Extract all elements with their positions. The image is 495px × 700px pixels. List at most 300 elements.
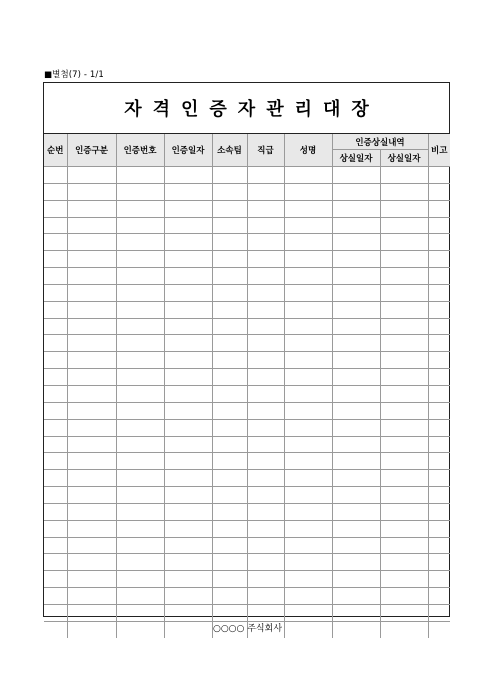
table-cell[interactable] — [44, 183, 67, 200]
table-cell[interactable] — [67, 571, 116, 588]
table-cell[interactable] — [44, 571, 67, 588]
table-cell[interactable] — [428, 200, 450, 217]
table-cell[interactable] — [247, 604, 284, 621]
table-cell[interactable] — [380, 284, 428, 301]
table-cell[interactable] — [428, 234, 450, 251]
table-cell[interactable] — [428, 520, 450, 537]
table-cell[interactable] — [332, 453, 380, 470]
table-cell[interactable] — [212, 604, 247, 621]
table-cell[interactable] — [164, 167, 212, 184]
table-cell[interactable] — [428, 604, 450, 621]
table-cell[interactable] — [164, 402, 212, 419]
table-cell[interactable] — [67, 200, 116, 217]
table-cell[interactable] — [428, 167, 450, 184]
table-cell[interactable] — [284, 385, 332, 402]
table-cell[interactable] — [116, 554, 164, 571]
table-cell[interactable] — [212, 520, 247, 537]
table-cell[interactable] — [212, 419, 247, 436]
table-cell[interactable] — [284, 301, 332, 318]
table-cell[interactable] — [44, 537, 67, 554]
table-cell[interactable] — [284, 571, 332, 588]
table-cell[interactable] — [284, 284, 332, 301]
table-cell[interactable] — [116, 335, 164, 352]
table-cell[interactable] — [380, 487, 428, 504]
table-cell[interactable] — [247, 537, 284, 554]
table-cell[interactable] — [212, 385, 247, 402]
table-cell[interactable] — [164, 604, 212, 621]
header-name: 성명 — [284, 134, 332, 167]
table-cell[interactable] — [428, 369, 450, 386]
table-cell[interactable] — [164, 470, 212, 487]
table-cell[interactable] — [284, 352, 332, 369]
table-cell[interactable] — [116, 588, 164, 605]
table-cell[interactable] — [428, 268, 450, 285]
header-cert-type: 인증구분 — [67, 134, 116, 167]
table-cell[interactable] — [116, 183, 164, 200]
table-cell[interactable] — [380, 588, 428, 605]
table-cell[interactable] — [164, 554, 212, 571]
table-cell[interactable] — [164, 301, 212, 318]
table-cell[interactable] — [212, 487, 247, 504]
table-cell[interactable] — [284, 503, 332, 520]
table-cell[interactable] — [247, 436, 284, 453]
table-cell[interactable] — [380, 318, 428, 335]
table-row — [44, 301, 450, 318]
table-cell[interactable] — [284, 369, 332, 386]
table-cell[interactable] — [164, 453, 212, 470]
table-cell[interactable] — [116, 571, 164, 588]
table-cell[interactable] — [44, 554, 67, 571]
table-cell[interactable] — [67, 335, 116, 352]
table-cell[interactable] — [44, 503, 67, 520]
table-cell[interactable] — [380, 470, 428, 487]
table-cell[interactable] — [284, 318, 332, 335]
table-cell[interactable] — [116, 369, 164, 386]
table-cell[interactable] — [116, 301, 164, 318]
table-cell[interactable] — [67, 301, 116, 318]
table-cell[interactable] — [428, 183, 450, 200]
table-cell[interactable] — [44, 352, 67, 369]
table-cell[interactable] — [428, 571, 450, 588]
table-cell[interactable] — [116, 167, 164, 184]
table-cell[interactable] — [247, 385, 284, 402]
table-cell[interactable] — [164, 520, 212, 537]
table-cell[interactable] — [116, 318, 164, 335]
table-cell[interactable] — [284, 436, 332, 453]
table-cell[interactable] — [428, 385, 450, 402]
table-header — [44, 134, 450, 167]
table-cell[interactable] — [67, 284, 116, 301]
table-cell[interactable] — [164, 503, 212, 520]
table-body — [44, 167, 450, 638]
table-cell[interactable] — [332, 604, 380, 621]
header-loss-date-2: 상실일자 — [380, 150, 428, 167]
table-cell[interactable] — [67, 436, 116, 453]
table-cell[interactable] — [247, 268, 284, 285]
table-cell[interactable] — [164, 369, 212, 386]
table-cell[interactable] — [44, 200, 67, 217]
table-cell[interactable] — [380, 571, 428, 588]
table-cell[interactable] — [332, 200, 380, 217]
table-cell[interactable] — [212, 369, 247, 386]
table-cell[interactable] — [212, 234, 247, 251]
table-cell[interactable] — [67, 419, 116, 436]
table-cell[interactable] — [428, 402, 450, 419]
table-cell[interactable] — [44, 369, 67, 386]
table-cell[interactable] — [247, 419, 284, 436]
table-cell[interactable] — [380, 402, 428, 419]
table-cell[interactable] — [116, 217, 164, 234]
table-cell[interactable] — [44, 453, 67, 470]
table-cell[interactable] — [247, 284, 284, 301]
table-cell[interactable] — [428, 588, 450, 605]
table-cell[interactable] — [212, 200, 247, 217]
table-cell[interactable] — [116, 487, 164, 504]
table-cell[interactable] — [44, 318, 67, 335]
table-cell[interactable] — [164, 284, 212, 301]
table-row — [44, 402, 450, 419]
table-cell[interactable] — [284, 537, 332, 554]
table-row — [44, 167, 450, 184]
table-row — [44, 453, 450, 470]
table-cell[interactable] — [164, 200, 212, 217]
table-cell[interactable] — [428, 352, 450, 369]
table-row — [44, 318, 450, 335]
table-cell[interactable] — [67, 470, 116, 487]
table-cell[interactable] — [44, 402, 67, 419]
table-cell[interactable] — [428, 436, 450, 453]
table-cell[interactable] — [164, 217, 212, 234]
table-cell[interactable] — [284, 268, 332, 285]
table-cell[interactable] — [44, 487, 67, 504]
table-cell[interactable] — [380, 520, 428, 537]
table-cell[interactable] — [212, 554, 247, 571]
table-cell[interactable] — [380, 200, 428, 217]
table-row — [44, 470, 450, 487]
table-cell[interactable] — [380, 335, 428, 352]
table-cell[interactable] — [247, 470, 284, 487]
table-cell[interactable] — [332, 554, 380, 571]
table-cell[interactable] — [67, 352, 116, 369]
table-cell[interactable] — [116, 200, 164, 217]
table-cell[interactable] — [284, 167, 332, 184]
table-cell[interactable] — [332, 487, 380, 504]
table-cell[interactable] — [212, 318, 247, 335]
table-cell[interactable] — [380, 385, 428, 402]
table-cell[interactable] — [67, 268, 116, 285]
table-cell[interactable] — [247, 234, 284, 251]
table-cell[interactable] — [284, 520, 332, 537]
table-cell[interactable] — [164, 251, 212, 268]
table-cell[interactable] — [428, 503, 450, 520]
table-cell[interactable] — [164, 183, 212, 200]
table-cell[interactable] — [116, 234, 164, 251]
table-cell[interactable] — [212, 301, 247, 318]
table-cell[interactable] — [380, 554, 428, 571]
table-row — [44, 268, 450, 285]
table-row — [44, 200, 450, 217]
table-cell[interactable] — [212, 588, 247, 605]
table-cell[interactable] — [428, 217, 450, 234]
table-cell[interactable] — [247, 453, 284, 470]
table-cell[interactable] — [44, 588, 67, 605]
table-cell[interactable] — [67, 183, 116, 200]
table-cell[interactable] — [380, 301, 428, 318]
table-cell[interactable] — [212, 268, 247, 285]
table-cell[interactable] — [284, 487, 332, 504]
table-cell[interactable] — [284, 335, 332, 352]
table-cell[interactable] — [332, 318, 380, 335]
table-cell[interactable] — [116, 284, 164, 301]
table-cell[interactable] — [284, 554, 332, 571]
table-cell[interactable] — [284, 234, 332, 251]
table-cell[interactable] — [428, 251, 450, 268]
table-cell[interactable] — [247, 167, 284, 184]
table-cell[interactable] — [116, 503, 164, 520]
table-cell[interactable] — [67, 554, 116, 571]
table-cell[interactable] — [212, 352, 247, 369]
table-cell[interactable] — [212, 284, 247, 301]
table-cell[interactable] — [164, 385, 212, 402]
table-cell[interactable] — [212, 402, 247, 419]
table-cell[interactable] — [247, 503, 284, 520]
table-cell[interactable] — [428, 419, 450, 436]
table-cell[interactable] — [284, 217, 332, 234]
table-cell[interactable] — [284, 453, 332, 470]
table-cell[interactable] — [67, 318, 116, 335]
table-cell[interactable] — [284, 183, 332, 200]
table-cell[interactable] — [247, 217, 284, 234]
table-row — [44, 503, 450, 520]
table-cell[interactable] — [164, 571, 212, 588]
table-cell[interactable] — [212, 335, 247, 352]
table-row — [44, 284, 450, 301]
table-cell[interactable] — [116, 419, 164, 436]
table-cell[interactable] — [67, 234, 116, 251]
table-cell[interactable] — [67, 385, 116, 402]
table-cell[interactable] — [116, 402, 164, 419]
table-cell[interactable] — [332, 503, 380, 520]
table-cell[interactable] — [332, 571, 380, 588]
table-cell[interactable] — [332, 183, 380, 200]
table-cell[interactable] — [247, 402, 284, 419]
table-cell[interactable] — [44, 268, 67, 285]
table-cell[interactable] — [380, 436, 428, 453]
table-cell[interactable] — [428, 301, 450, 318]
table-cell[interactable] — [212, 470, 247, 487]
table-cell[interactable] — [428, 318, 450, 335]
table-cell[interactable] — [164, 588, 212, 605]
table-cell[interactable] — [332, 251, 380, 268]
table-row — [44, 537, 450, 554]
table-cell[interactable] — [44, 335, 67, 352]
table-cell[interactable] — [380, 251, 428, 268]
table-cell[interactable] — [284, 604, 332, 621]
title-box — [44, 83, 449, 134]
table-cell[interactable] — [67, 167, 116, 184]
table-cell[interactable] — [44, 251, 67, 268]
table-cell[interactable] — [332, 217, 380, 234]
table-cell[interactable] — [247, 588, 284, 605]
table-cell[interactable] — [67, 369, 116, 386]
table-cell[interactable] — [284, 251, 332, 268]
table-row — [44, 520, 450, 537]
table-cell[interactable] — [44, 436, 67, 453]
table-cell[interactable] — [247, 318, 284, 335]
table-cell[interactable] — [428, 554, 450, 571]
table-cell[interactable] — [116, 453, 164, 470]
table-row — [44, 217, 450, 234]
table-cell[interactable] — [44, 419, 67, 436]
table-cell[interactable] — [284, 200, 332, 217]
table-cell[interactable] — [164, 419, 212, 436]
table-cell[interactable] — [247, 301, 284, 318]
table-cell[interactable] — [116, 251, 164, 268]
table-cell[interactable] — [332, 284, 380, 301]
table-cell[interactable] — [247, 200, 284, 217]
table-cell[interactable] — [332, 470, 380, 487]
register-table — [44, 134, 450, 638]
table-cell[interactable] — [116, 537, 164, 554]
table-cell[interactable] — [44, 217, 67, 234]
table-cell[interactable] — [380, 217, 428, 234]
register-frame — [43, 82, 450, 617]
header-remarks: 비고 — [428, 134, 450, 167]
table-cell[interactable] — [44, 520, 67, 537]
document-title: 자격인증자관리대장 — [124, 99, 380, 120]
table-cell[interactable] — [284, 419, 332, 436]
table-cell[interactable] — [164, 268, 212, 285]
table-cell[interactable] — [116, 352, 164, 369]
table-cell[interactable] — [44, 234, 67, 251]
table-cell[interactable] — [67, 537, 116, 554]
table-cell[interactable] — [212, 571, 247, 588]
table-cell[interactable] — [428, 487, 450, 504]
table-cell[interactable] — [380, 369, 428, 386]
table-cell[interactable] — [116, 520, 164, 537]
table-cell[interactable] — [67, 251, 116, 268]
table-row — [44, 588, 450, 605]
table-cell[interactable] — [428, 284, 450, 301]
table-row — [44, 335, 450, 352]
table-cell[interactable] — [164, 436, 212, 453]
table-cell[interactable] — [332, 402, 380, 419]
table-cell[interactable] — [116, 385, 164, 402]
table-cell[interactable] — [332, 436, 380, 453]
table-cell[interactable] — [44, 385, 67, 402]
table-cell[interactable] — [116, 436, 164, 453]
table-cell[interactable] — [380, 268, 428, 285]
table-cell[interactable] — [67, 604, 116, 621]
table-cell[interactable] — [164, 537, 212, 554]
table-cell[interactable] — [67, 520, 116, 537]
table-cell[interactable] — [67, 487, 116, 504]
table-cell[interactable] — [284, 402, 332, 419]
table-cell[interactable] — [380, 419, 428, 436]
table-cell[interactable] — [247, 487, 284, 504]
table-cell[interactable] — [428, 537, 450, 554]
table-cell[interactable] — [212, 217, 247, 234]
table-cell[interactable] — [164, 318, 212, 335]
table-cell[interactable] — [332, 268, 380, 285]
table-cell[interactable] — [67, 453, 116, 470]
table-cell[interactable] — [380, 167, 428, 184]
table-cell[interactable] — [212, 537, 247, 554]
table-cell[interactable] — [164, 234, 212, 251]
table-cell[interactable] — [67, 588, 116, 605]
table-cell[interactable] — [284, 470, 332, 487]
table-cell[interactable] — [164, 335, 212, 352]
table-row — [44, 436, 450, 453]
table-cell[interactable] — [212, 251, 247, 268]
table-cell[interactable] — [212, 167, 247, 184]
table-cell[interactable] — [332, 234, 380, 251]
table-cell[interactable] — [247, 554, 284, 571]
table-cell[interactable] — [44, 470, 67, 487]
table-cell[interactable] — [380, 453, 428, 470]
table-cell[interactable] — [284, 588, 332, 605]
table-cell[interactable] — [212, 453, 247, 470]
header-cert-number: 인증번호 — [116, 134, 164, 167]
company-name: ○○○○ 주식회사 — [212, 624, 283, 634]
table-cell[interactable] — [67, 402, 116, 419]
table-cell[interactable] — [428, 453, 450, 470]
table-cell[interactable] — [212, 183, 247, 200]
table-cell[interactable] — [380, 503, 428, 520]
table-cell[interactable] — [380, 537, 428, 554]
table-cell[interactable] — [116, 604, 164, 621]
table-cell[interactable] — [428, 470, 450, 487]
table-cell[interactable] — [212, 503, 247, 520]
table-cell[interactable] — [247, 520, 284, 537]
table-cell[interactable] — [380, 234, 428, 251]
table-cell[interactable] — [380, 604, 428, 621]
table-cell[interactable] — [164, 487, 212, 504]
table-row — [44, 183, 450, 200]
table-cell[interactable] — [67, 503, 116, 520]
table-cell[interactable] — [332, 335, 380, 352]
table-cell[interactable] — [380, 352, 428, 369]
table-cell[interactable] — [332, 419, 380, 436]
table-cell[interactable] — [428, 335, 450, 352]
table-cell[interactable] — [332, 537, 380, 554]
table-cell[interactable] — [116, 470, 164, 487]
table-cell[interactable] — [332, 352, 380, 369]
table-cell[interactable] — [212, 436, 247, 453]
table-row — [44, 369, 450, 386]
table-cell[interactable] — [247, 571, 284, 588]
table-cell[interactable] — [247, 352, 284, 369]
table-cell[interactable] — [247, 369, 284, 386]
table-cell[interactable] — [332, 167, 380, 184]
table-cell[interactable] — [380, 183, 428, 200]
table-cell[interactable] — [164, 352, 212, 369]
table-cell[interactable] — [67, 217, 116, 234]
table-cell[interactable] — [247, 183, 284, 200]
table-cell[interactable] — [332, 588, 380, 605]
table-cell[interactable] — [44, 284, 67, 301]
table-cell[interactable] — [332, 385, 380, 402]
table-cell[interactable] — [332, 520, 380, 537]
table-cell[interactable] — [247, 251, 284, 268]
table-cell[interactable] — [332, 301, 380, 318]
table-cell[interactable] — [116, 268, 164, 285]
table-cell[interactable] — [44, 167, 67, 184]
table-cell[interactable] — [332, 369, 380, 386]
table-cell[interactable] — [247, 335, 284, 352]
table-cell[interactable] — [44, 604, 67, 621]
table-cell[interactable] — [44, 301, 67, 318]
